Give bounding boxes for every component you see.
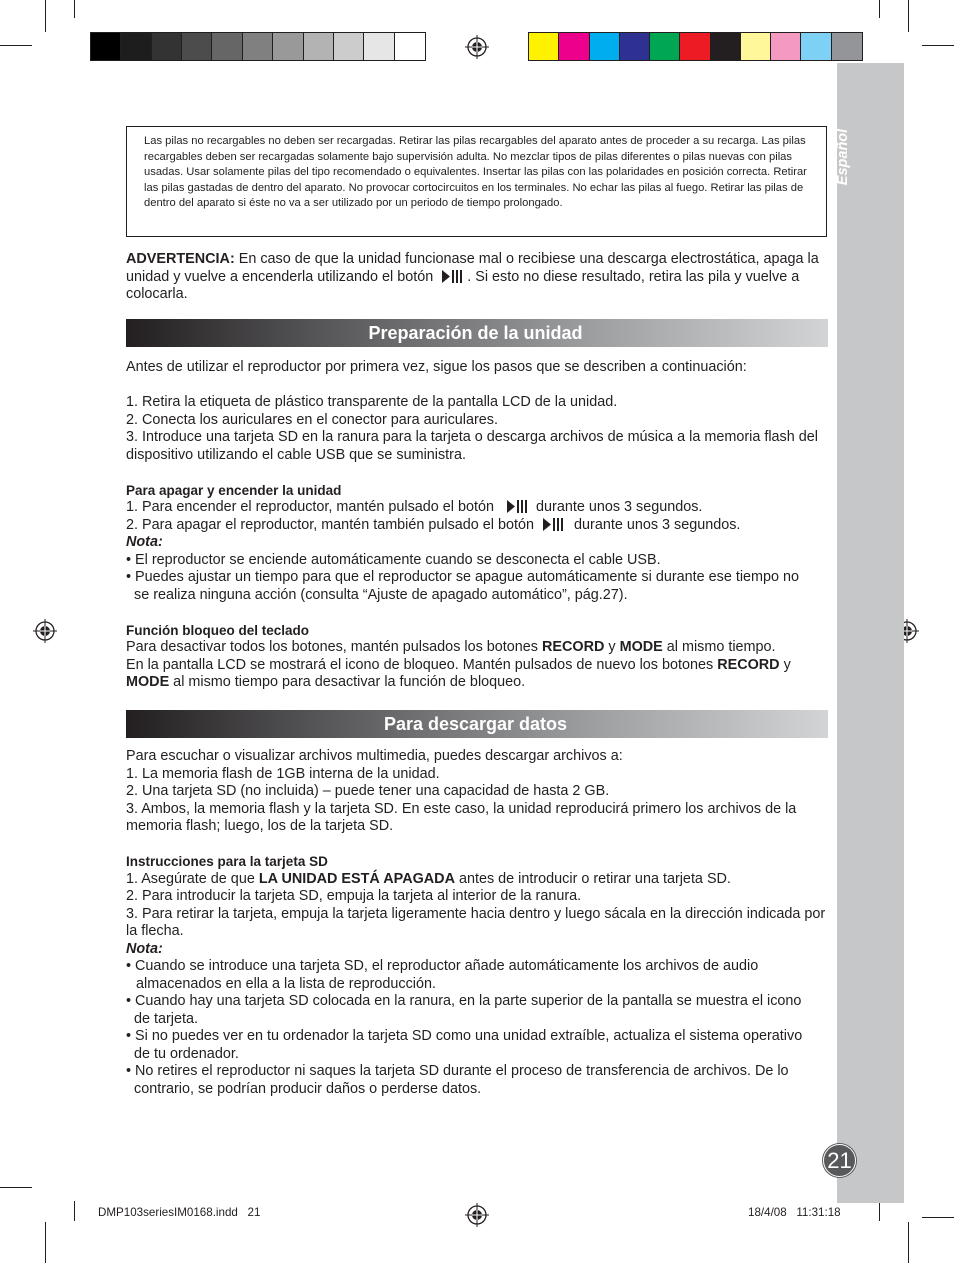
color-swatch [273,33,303,60]
section-heading-descargar: Para descargar datos [126,710,828,738]
crop-mark [45,0,46,32]
page-number: 21 [823,1144,856,1177]
color-swatch [121,33,151,60]
list-item: 1. La memoria flash de 1GB interna de la unidad. [126,765,440,782]
lock-heading: Función bloqueo del teclado [126,622,310,638]
list-item: 2. Una tarjeta SD (no incluida) – puede tener una capacidad de hasta 2 GB. [126,783,610,799]
bullet-item-continued: de tu ordenador. [134,1045,239,1062]
color-swatch [771,33,801,60]
crop-mark [45,1222,46,1263]
advertencia-label: ADVERTENCIA: [126,251,235,267]
power-heading: Para apagar y encender la unidad [126,482,342,498]
process-color-bar [528,32,863,61]
section2-body: Para escuchar o visualizar archivos multimedia, puedes descargar archivos a: 1. La memoria flash de 1GB interna de la unidad. 2. Una tarjeta SD (no incluida) – puede tener una capacidad de hasta 2 GB. 3. Ambos, la memoria flash y la tarjeta SD. En este caso, la unidad reproducirá primero los archivos de la memoria flash; luego, los de la tarjeta SD. Instrucciones para la tarjeta SD 1. Asegúrate de que LA UNIDAD ESTÁ APAGADA antes de introducir o retirar una tarjeta SD. 2. Para introducir la tarjeta SD, empuja la tarjeta al interior de la ranura. 3. Para retirar la tarjeta, empuja la tarjeta ligeramente hacia dentro y luego sácala en la dirección indicada por la flecha. Nota: • Cuando se introduce una tarjeta SD, el reproductor añade automáticamente los archivos de audio almacenados en ella a la lista de reproducción. • Cuando hay una tarjeta SD colocada en la ranura, en la parte superior de la pantalla se muestra el icono de tarjeta. • Si no puedes ver en tu ordenador la tarjeta SD como una unidad extraíble, actualiza el sistema operativo de tu ordenador. • No retires el reproductor ni saques la tarjeta SD durante el proceso de transferencia de archivos. De lo contrario, se podrían producir daños o perderse datos. [126,748,830,1098]
color-swatch [334,33,364,60]
list-item: 3. Para retirar la tarjeta, empuja la tarjeta ligeramente hacia dentro y luego sácala en la dirección indicada por la flecha. [126,905,826,939]
battery-warning-text: Las pilas no recargables no deben ser recargadas. Retirar las pilas recargables del aparato antes de proceder a su recarga. Las pilas recargables deben ser recargadas solamente bajo supervisión adulta. No mezclar tipos de pilas diferentes o pilas nuevas con pilas usadas. Usar solamente pilas del tipo recomendado o equivalentes. Insertar las pilas con las polaridades en posición correcta. Retirar las pilas gastadas de dentro del aparato. No provocar cortocircuitos en los terminales. No echar las pilas al fuego. Retirar las pilas de dentro del aparato si éste no va a ser utilizado por un periodo de tiempo prolongado. [144,135,807,209]
section1-intro: Antes de utilizar el reproductor por primera vez, sigue los pasos que se describen a continuación: [126,359,747,375]
grayscale-color-bar [90,32,426,61]
color-swatch [590,33,620,60]
color-swatch [182,33,212,60]
bullet-item: • Cuando hay una tarjeta SD colocada en la ranura, en la parte superior de la pantalla se muestra el icono [126,993,802,1009]
nota-label: Nota: [126,534,163,550]
bullet-item-continued: contrario, se podrían producir daños o perderse datos. [134,1080,482,1097]
color-swatch [212,33,242,60]
color-swatch [832,33,862,60]
crop-mark [0,45,32,46]
color-swatch [243,33,273,60]
play-pause-icon [542,517,564,532]
color-swatch [364,33,394,60]
color-swatch [91,33,121,60]
color-swatch [801,33,831,60]
step-item: 1. Retira la etiqueta de plástico transparente de la pantalla LCD de la unidad. [126,394,618,410]
crop-mark [74,0,75,18]
advertencia-paragraph: ADVERTENCIA: En caso de que la unidad funcionase mal o recibiese una descarga electrostática, apaga la unidad y vuelve a encenderla utilizando el botón . Si esto no diese resultado, retira las pila y vuelve a colocarla. [126,251,819,302]
step-item: 2. Conecta los auriculares en el conector para auriculares. [126,411,498,428]
color-swatch [741,33,771,60]
color-swatch [559,33,589,60]
bullet-item-continued: almacenados en ella a la lista de reproducción. [136,975,436,992]
bullet-item-continued: de tarjeta. [134,1010,198,1027]
bullet-item-continued: se realiza ninguna acción (consulta “Ajuste de apagado automático”, pág.27). [134,586,628,603]
crop-mark [908,0,909,32]
bullet-item: • Puedes ajustar un tiempo para que el reproductor se apague automáticamente si durante ese tiempo no [126,569,800,585]
bullet-item: • Si no puedes ver en tu ordenador la tarjeta SD como una unidad extraíble, actualiza el sistema operativo [126,1028,803,1044]
color-swatch [395,33,425,60]
registration-mark-icon [465,35,489,59]
color-swatch [711,33,741,60]
crop-mark [908,1222,909,1263]
language-label: Español [835,128,852,186]
bullet-item: • No retires el reproductor ni saques la tarjeta SD durante el proceso de transferencia de archivos. De lo [126,1063,789,1079]
list-item: 2. Para introducir la tarjeta SD, empuja la tarjeta al interior de la ranura. [126,888,582,904]
color-swatch [152,33,182,60]
crop-mark [922,1217,954,1218]
color-swatch [304,33,334,60]
crop-mark [922,45,954,46]
crop-mark [0,1187,32,1188]
sd-heading: Instrucciones para la tarjeta SD [126,854,328,869]
section-heading-preparacion: Preparación de la unidad [126,319,828,347]
step-item: 3. Introduce una tarjeta SD en la ranura para la tarjeta o descarga archivos de música a la memoria flash del dispositivo utilizando el cable USB que se suministra. [126,429,818,463]
color-swatch [650,33,680,60]
crop-mark [879,1201,880,1221]
language-tab [835,125,862,195]
crop-mark [74,1201,75,1221]
section1-body: Antes de utilizar el reproductor por primera vez, sigue los pasos que se describen a continuación: 1. Retira la etiqueta de plástico transparente de la pantalla LCD de la unidad. 2. Conecta los auriculares en el conector para auriculares. 3. Introduce una tarjeta SD en la ranura para la tarjeta o descarga archivos de música a la memoria flash del dispositivo utilizando el cable USB que se suministra. Para apagar y encender la unidad 1. Para encender el reproductor, mantén pulsado el botón durante unos 3 segundos. 2. Para apagar el reproductor, mantén también pulsado el botón durante unos 3 segundos. Nota: • El reproductor se enciende automáticamente cuando se desconecta el cable USB. • Puedes ajustar un tiempo para que el reproductor se apague automáticamente si durante ese tiempo no se realiza ninguna acción (consulta “Ajuste de apagado automático”, pág.27). Función bloqueo del teclado Para desactivar todos los botones, mantén pulsados los botones RECORD y MODE al mismo tiempo. En la pantalla LCD se mostrará el icono de bloqueo. Mantén pulsados de nuevo los botones RECORD y MODE al mismo tiempo para desactivar la función de bloqueo. [126,359,830,692]
nota-label: Nota: [126,940,163,957]
play-pause-icon [441,269,463,284]
side-language-strip [837,63,904,1203]
registration-mark-icon [465,1203,489,1227]
footer-file-slug: DMP103seriesIM0168.indd 21 [98,1206,261,1219]
bullet-item: • Cuando se introduce una tarjeta SD, el reproductor añade automáticamente los archivos de audio [126,958,759,974]
list-item: 3. Ambos, la memoria flash y la tarjeta SD. En este caso, la unidad reproducirá primero los archivos de la memoria flash; luego, los de la tarjeta SD. [126,800,797,834]
crop-mark [879,0,880,18]
battery-warning-box [126,126,827,237]
color-swatch [680,33,710,60]
section2-intro: Para escuchar o visualizar archivos multimedia, puedes descargar archivos a: [126,748,623,764]
color-swatch [529,33,559,60]
play-pause-icon [506,499,528,514]
bullet-item: • El reproductor se enciende automáticamente cuando se desconecta el cable USB. [126,551,661,568]
color-swatch [620,33,650,60]
footer-date-slug: 18/4/08 11:31:18 [748,1206,841,1219]
registration-mark-icon [33,619,57,643]
